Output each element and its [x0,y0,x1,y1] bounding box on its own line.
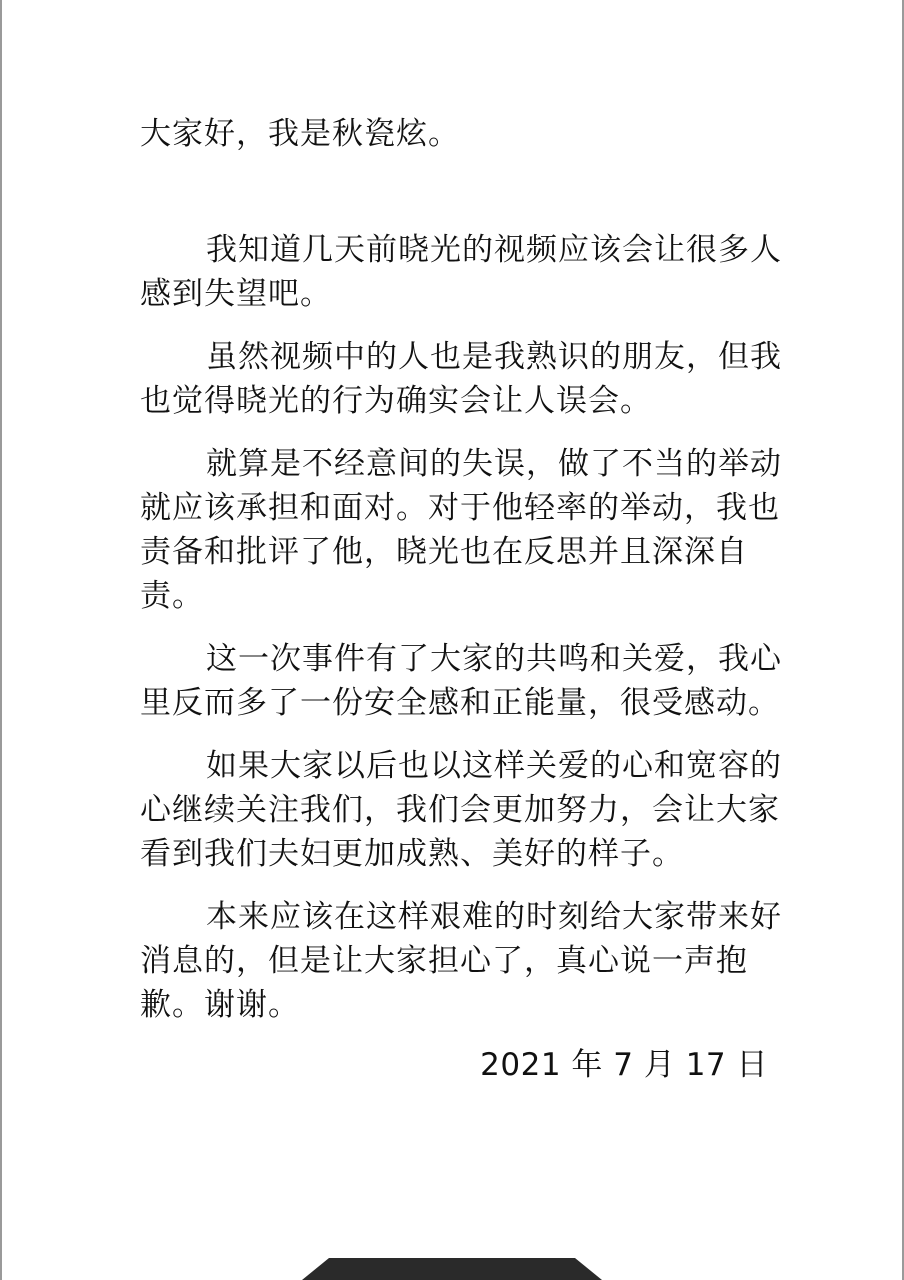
letter-greeting: 大家好，我是秋瓷炫。 [140,116,460,152]
letter-date: 2021 年 7 月 17 日 [480,1047,768,1083]
paragraph-1: 我知道几天前晓光的视频应该会让很多人感到失望吧。 [140,232,782,312]
paragraph-2: 虽然视频中的人也是我熟识的朋友，但我也觉得晓光的行为确实会让人误会。 [140,339,782,419]
paragraph-4: 这一次事件有了大家的共鸣和关爱，我心里反而多了一份安全感和正能量，很受感动。 [140,641,782,721]
paragraph-5: 如果大家以后也以这样关爱的心和宽容的心继续关注我们，我们会更加努力，会让大家看到我们夫妇更加成熟、美好的样子。 [140,748,782,872]
paragraph-3: 就算是不经意间的失误，做了不当的举动就应该承担和面对。对于他轻率的举动，我也责备和批评了他，晓光也在反思并且深深自责。 [140,446,782,614]
paragraph-6: 本来应该在这样艰难的时刻给大家带来好消息的，但是让大家担心了，真心说一声抱歉。谢谢。 [140,899,782,1023]
bottom-edge-tab [302,1258,602,1280]
letter-body [140,112,786,1087]
